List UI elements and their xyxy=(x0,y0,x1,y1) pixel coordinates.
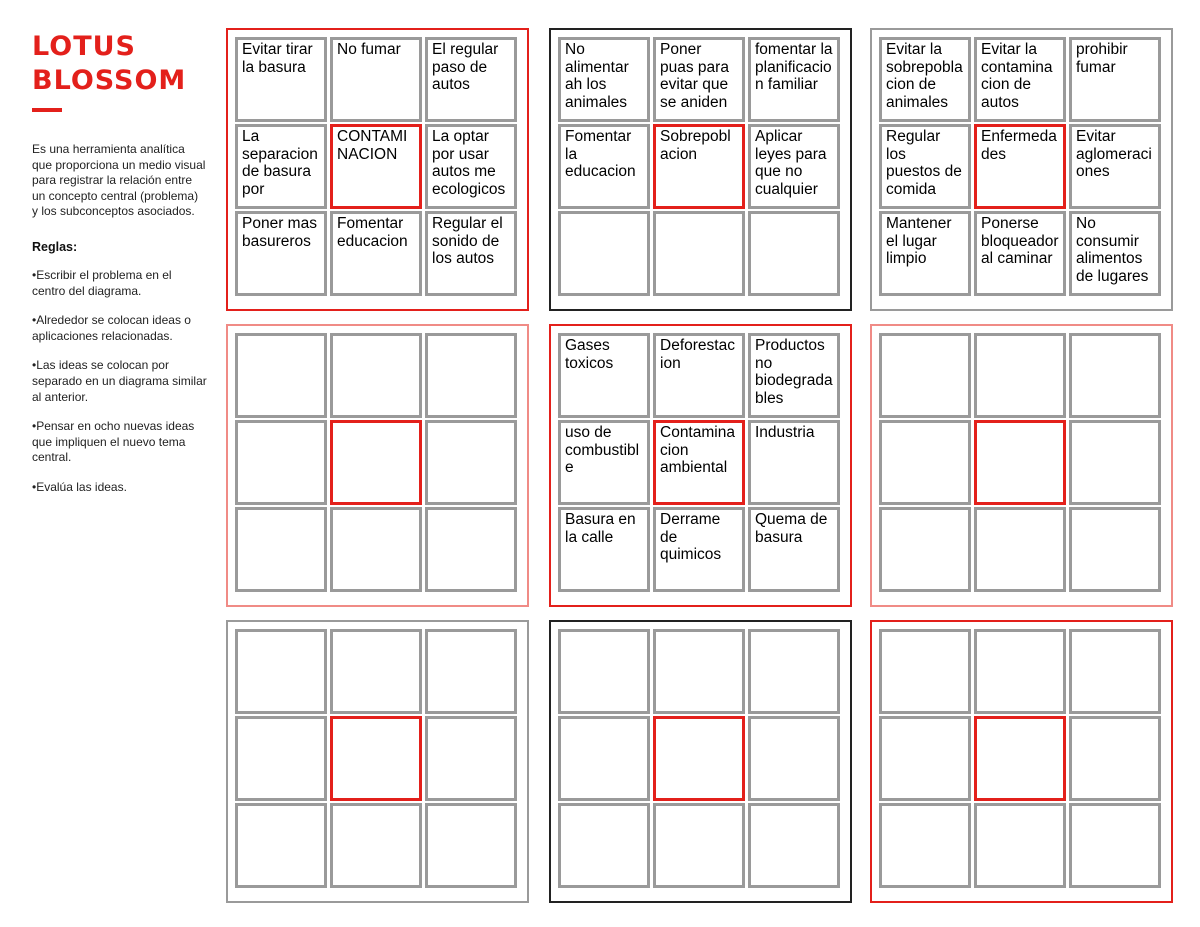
idea-cell-top[interactable] xyxy=(653,629,745,714)
lotus-block-top-right xyxy=(870,28,1173,311)
idea-cell-left[interactable] xyxy=(879,420,971,505)
idea-cell-left[interactable]: Regular los puestos de comida xyxy=(879,124,971,209)
idea-cell-bottom[interactable] xyxy=(653,803,745,888)
idea-cell-left[interactable]: Fomentar la educacion xyxy=(558,124,650,209)
central-concept-cell[interactable]: Enfermedades xyxy=(974,124,1066,209)
idea-cell-top-left[interactable]: Evitar tirar la basura xyxy=(235,37,327,122)
idea-cell-left[interactable] xyxy=(235,420,327,505)
idea-cell-top-right[interactable]: prohibir fumar xyxy=(1069,37,1161,122)
idea-cell-left[interactable] xyxy=(879,716,971,801)
idea-cell-top[interactable]: Evitar la contaminacion de autos xyxy=(974,37,1066,122)
title-accent-bar xyxy=(32,108,62,112)
idea-cell-bottom-left[interactable]: Basura en la calle xyxy=(558,507,650,592)
idea-cell-right[interactable] xyxy=(1069,420,1161,505)
idea-cell-right[interactable]: Evitar aglomeraciones xyxy=(1069,124,1161,209)
idea-cell-top-right[interactable]: fomentar la planificacion familiar xyxy=(748,37,840,122)
idea-cell-top-right[interactable] xyxy=(425,629,517,714)
idea-cell-bottom-left[interactable]: Mantener el lugar limpio xyxy=(879,211,971,296)
idea-cell-top-left[interactable] xyxy=(235,333,327,418)
lotus-block-top-center xyxy=(549,28,852,311)
lotus-block-bottom-left xyxy=(226,620,529,903)
rules-heading: Reglas: xyxy=(32,239,78,254)
idea-cell-bottom-right[interactable] xyxy=(425,507,517,592)
rule-item: •Alrededor se colocan ideas o aplicaciones relacionadas. xyxy=(32,313,191,343)
idea-cell-top-right[interactable] xyxy=(425,333,517,418)
title-line-2: BLOSSOM xyxy=(32,65,187,96)
page-title xyxy=(32,30,207,98)
idea-cell-top-right[interactable] xyxy=(1069,629,1161,714)
idea-cell-bottom-right[interactable] xyxy=(1069,803,1161,888)
central-concept-cell[interactable] xyxy=(330,716,422,801)
title-line-1: LOTUS xyxy=(32,31,136,62)
central-concept-cell[interactable] xyxy=(330,420,422,505)
description: Es una herramienta analítica que proporciona un medio visual para registrar la relación entre un concepto central (problema) y los subconceptos asociados. xyxy=(32,142,206,219)
central-concept-cell[interactable] xyxy=(974,420,1066,505)
idea-cell-left[interactable]: uso de combustible xyxy=(558,420,650,505)
idea-cell-bottom-right[interactable] xyxy=(748,803,840,888)
idea-cell-right[interactable] xyxy=(425,716,517,801)
idea-cell-bottom[interactable] xyxy=(974,507,1066,592)
lotus-block-middle-right xyxy=(870,324,1173,607)
idea-cell-bottom[interactable] xyxy=(330,507,422,592)
rule-item: •Evalúa las ideas. xyxy=(32,479,127,494)
idea-cell-top[interactable] xyxy=(330,333,422,418)
idea-cell-left[interactable] xyxy=(558,716,650,801)
idea-cell-top-right[interactable]: Productos no biodegradables xyxy=(748,333,840,418)
idea-cell-top-right[interactable] xyxy=(1069,333,1161,418)
idea-cell-left[interactable] xyxy=(235,716,327,801)
idea-cell-bottom-left[interactable] xyxy=(558,211,650,296)
lotus-block-top-left xyxy=(226,28,529,311)
idea-cell-right[interactable] xyxy=(748,716,840,801)
idea-cell-top[interactable] xyxy=(974,629,1066,714)
idea-cell-top[interactable] xyxy=(330,629,422,714)
idea-cell-bottom[interactable] xyxy=(653,211,745,296)
idea-cell-top-left[interactable] xyxy=(879,333,971,418)
idea-cell-top[interactable]: Poner puas para evitar que se aniden xyxy=(653,37,745,122)
idea-cell-bottom-right[interactable]: Quema de basura xyxy=(748,507,840,592)
idea-cell-top-right[interactable] xyxy=(748,629,840,714)
idea-cell-bottom-right[interactable] xyxy=(1069,507,1161,592)
idea-cell-top-left[interactable]: Gases toxicos xyxy=(558,333,650,418)
idea-cell-bottom[interactable] xyxy=(974,803,1066,888)
idea-cell-bottom[interactable]: Derrame de quimicos xyxy=(653,507,745,592)
idea-cell-top-left[interactable] xyxy=(235,629,327,714)
idea-cell-left[interactable]: La separacion de basura por xyxy=(235,124,327,209)
idea-cell-bottom-right[interactable]: Regular el sonido de los autos xyxy=(425,211,517,296)
idea-cell-top[interactable]: No fumar xyxy=(330,37,422,122)
central-concept-cell[interactable]: Contaminacion ambiental xyxy=(653,420,745,505)
idea-cell-top-right[interactable]: El regular paso de autos xyxy=(425,37,517,122)
rule-item: •Escribir el problema en el centro del diagrama. xyxy=(32,267,172,298)
sidebar xyxy=(32,30,207,496)
idea-cell-bottom-left[interactable] xyxy=(235,803,327,888)
central-concept-cell[interactable] xyxy=(653,716,745,801)
idea-cell-top-left[interactable] xyxy=(558,629,650,714)
idea-cell-bottom-left[interactable] xyxy=(879,507,971,592)
idea-cell-right[interactable]: Aplicar leyes para que no cualquier xyxy=(748,124,840,209)
idea-cell-bottom-right[interactable] xyxy=(748,211,840,296)
idea-cell-bottom-right[interactable]: No consumir alimentos de lugares xyxy=(1069,211,1161,296)
central-concept-cell[interactable]: CONTAMINACION xyxy=(330,124,422,209)
lotus-block-bottom-center xyxy=(549,620,852,903)
idea-cell-top[interactable] xyxy=(974,333,1066,418)
central-concept-cell[interactable] xyxy=(974,716,1066,801)
lotus-block-bottom-right xyxy=(870,620,1173,903)
idea-cell-top[interactable]: Deforestacion xyxy=(653,333,745,418)
idea-cell-right[interactable] xyxy=(425,420,517,505)
rule-item: •Pensar en ocho nuevas ideas que impliquen el nuevo tema central. xyxy=(32,419,195,465)
idea-cell-bottom[interactable]: Fomentar educacion xyxy=(330,211,422,296)
idea-cell-top-left[interactable] xyxy=(879,629,971,714)
idea-cell-bottom-left[interactable] xyxy=(558,803,650,888)
idea-cell-bottom-left[interactable]: Poner mas basureros xyxy=(235,211,327,296)
idea-cell-top-left[interactable]: Evitar la sobrepoblacion de animales xyxy=(879,37,971,122)
idea-cell-bottom-right[interactable] xyxy=(425,803,517,888)
idea-cell-top-left[interactable]: No alimentar ah los animales xyxy=(558,37,650,122)
rule-item: •Las ideas se colocan por separado en un diagrama similar al anterior. xyxy=(32,358,207,404)
idea-cell-bottom-left[interactable] xyxy=(235,507,327,592)
lotus-block-middle-left xyxy=(226,324,529,607)
idea-cell-bottom[interactable] xyxy=(330,803,422,888)
lotus-block-center xyxy=(549,324,852,607)
central-concept-cell[interactable]: Sobrepoblacion xyxy=(653,124,745,209)
idea-cell-right[interactable] xyxy=(1069,716,1161,801)
idea-cell-bottom[interactable]: Ponerse bloqueador al caminar xyxy=(974,211,1066,296)
idea-cell-bottom-left[interactable] xyxy=(879,803,971,888)
idea-cell-right[interactable]: La optar por usar autos me ecologicos xyxy=(425,124,517,209)
idea-cell-right[interactable]: Industria xyxy=(748,420,840,505)
